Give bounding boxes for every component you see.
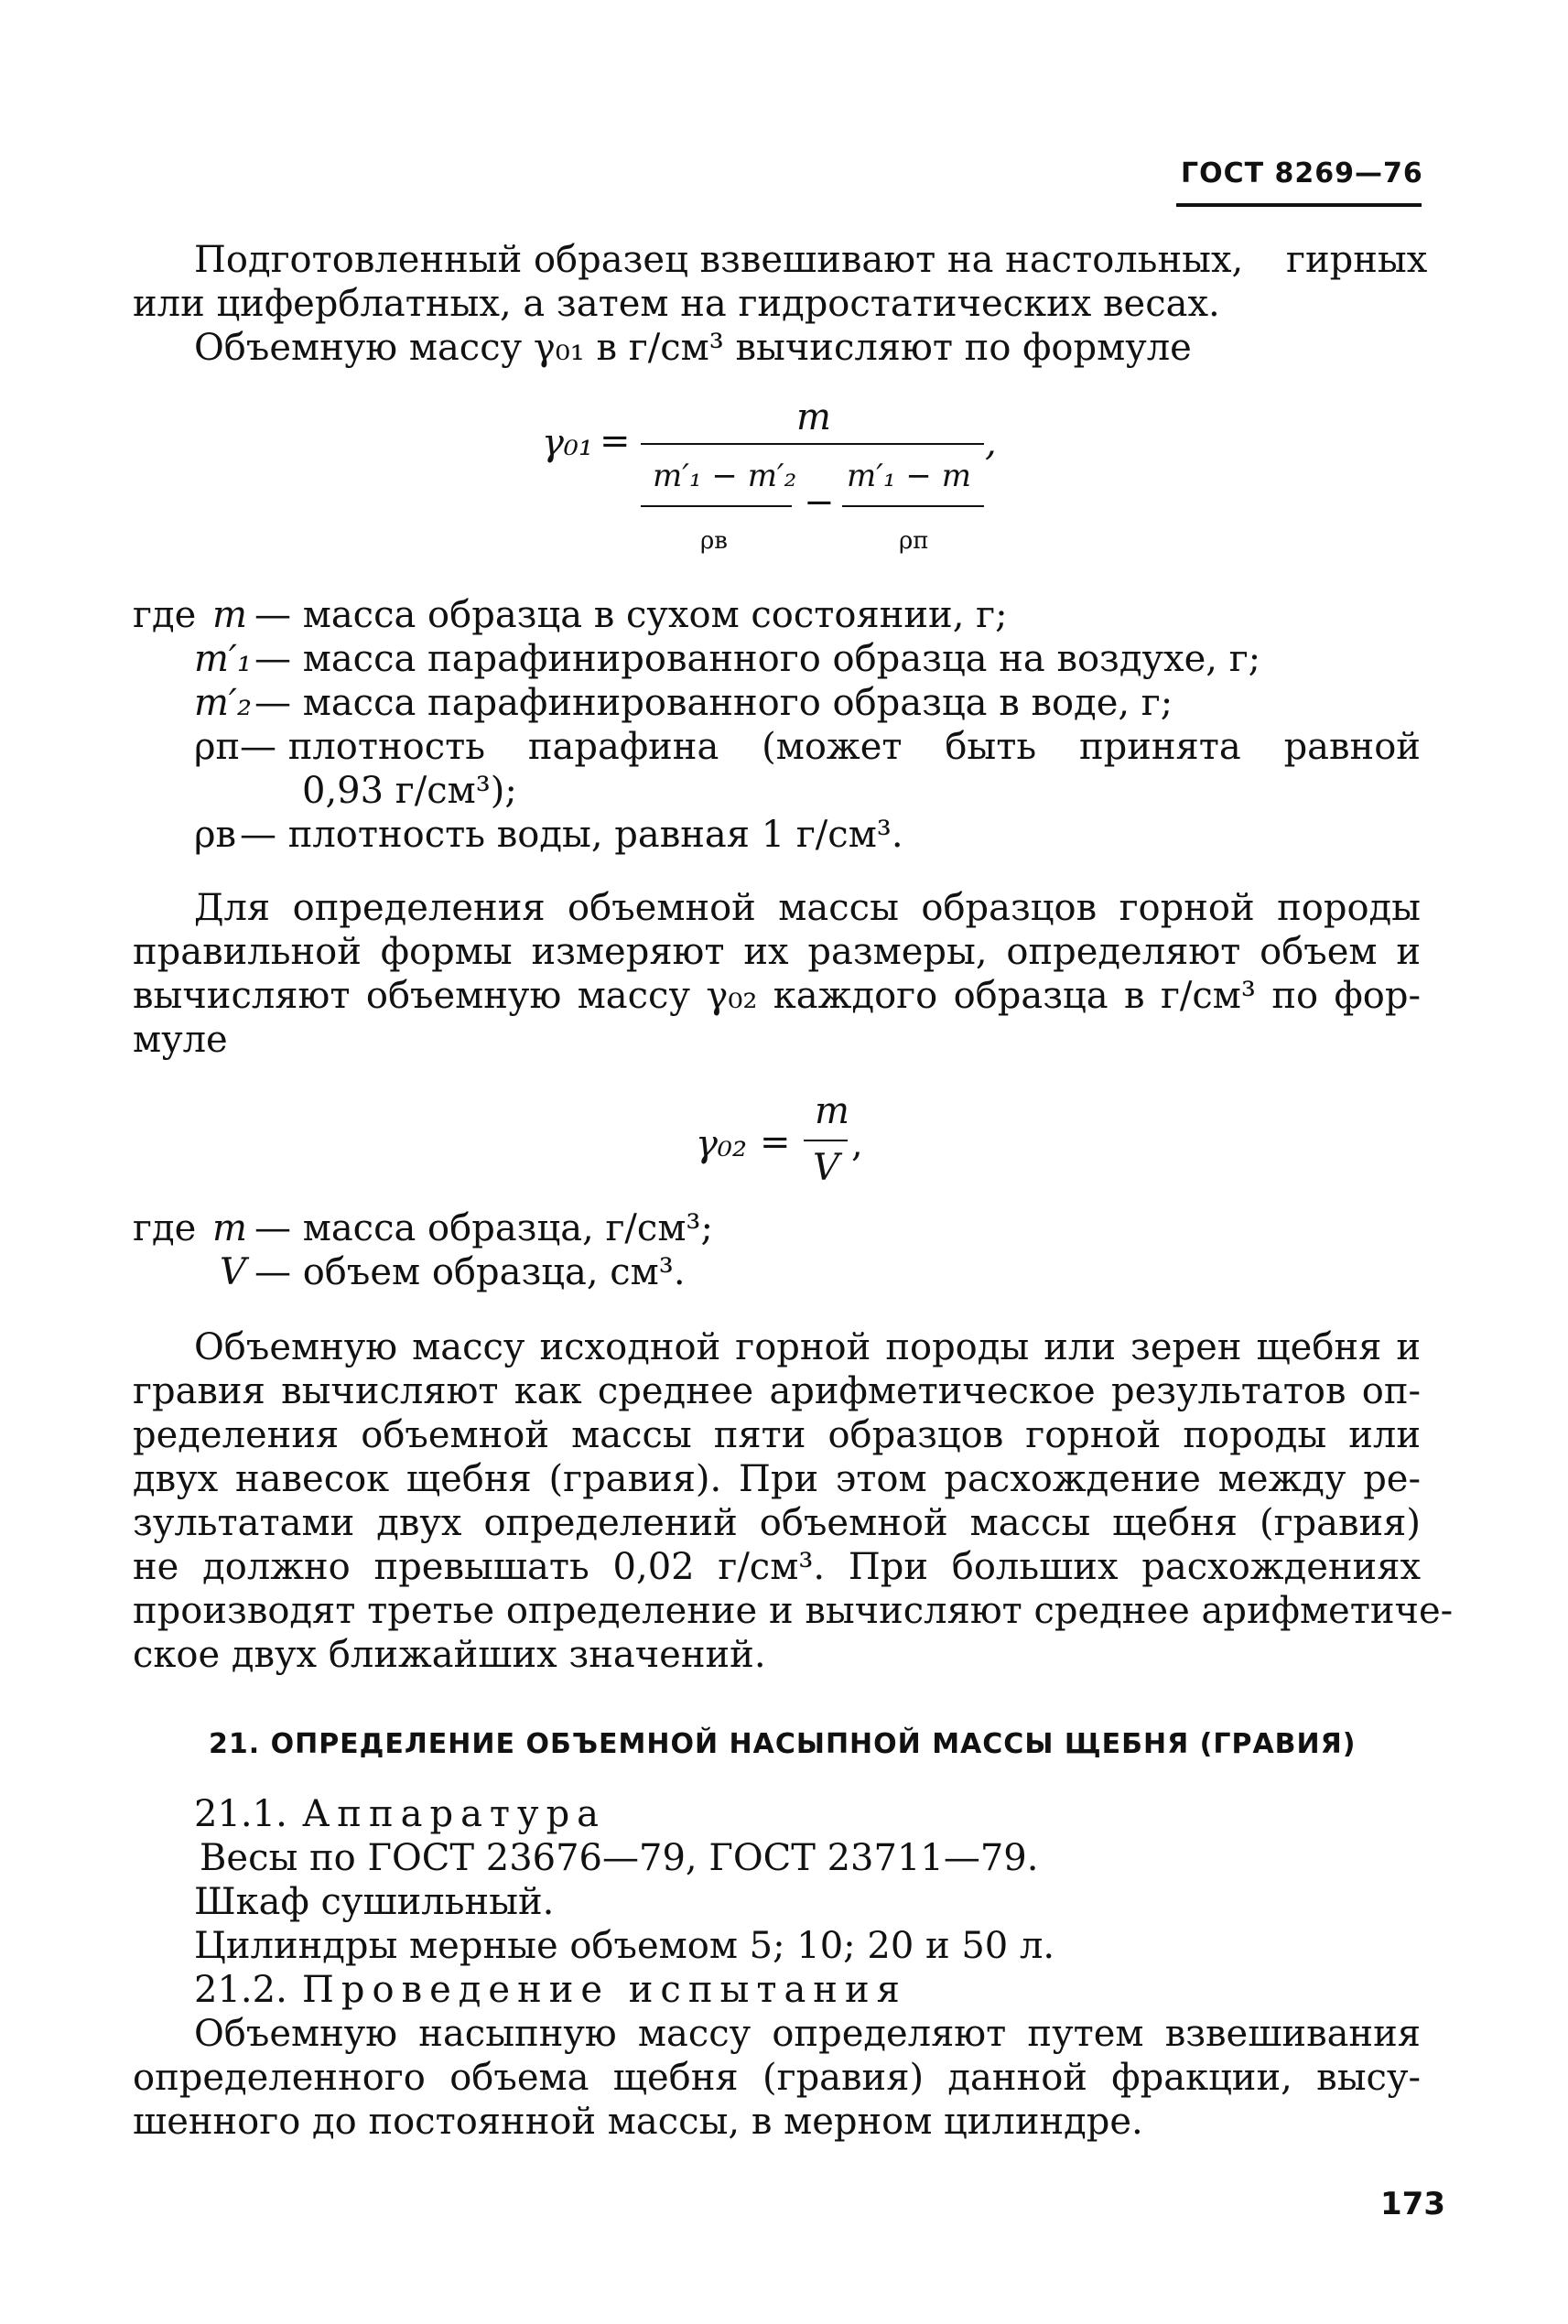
para1-line2: или циферблатных, а затем на гидростатических весах. (133, 283, 1220, 325)
legend1-word: — плотность (240, 726, 486, 768)
subsection-number: 21.1. (194, 1793, 287, 1835)
section-text-line: определенного объема щебня (гравия) данной фракции, высу- (133, 2057, 1421, 2099)
formula1-den-left-bar (641, 505, 792, 507)
para3-line-last: ское двух ближайших значений. (133, 1634, 766, 1676)
para3-line: Объемную массу исходной горной породы или зерен щебня и (194, 1326, 1421, 1368)
legend1-text: — масса парафинированного образца в воде, г; (254, 682, 1173, 724)
formula1-den-left-bottom: ρв (700, 527, 728, 555)
legend1-sym: m (212, 594, 247, 636)
para3-line: двух навесок щебня (гравия). При этом расхождение между ре- (133, 1458, 1421, 1500)
formula2-trail: , (851, 1123, 863, 1165)
para3-line: зультатами двух определений объемной массы щебня (гравия) (133, 1502, 1421, 1544)
page-number: 173 (1380, 2186, 1445, 2222)
legend1-word: равной (1283, 726, 1421, 768)
para2-line4: муле (133, 1019, 228, 1061)
para2-line2: правильной формы измеряют их размеры, определяют объем и (133, 931, 1421, 973)
equipment-item: Весы по ГОСТ 23676—79, ГОСТ 23711—79. (200, 1837, 1039, 1879)
formula1-lhs: γ₀₁ (542, 422, 593, 464)
legend1-where: где (133, 594, 197, 636)
formula1-den-right-bar (842, 505, 984, 507)
formula1-den-right-top: m′₁ − m (847, 458, 971, 494)
subsection-title: Аппаратура (302, 1793, 607, 1835)
legend2-text: — масса образца, г/см³; (254, 1207, 713, 1249)
para3-line: не должно превышать 0,02 г/см³. При больших расхождениях (133, 1546, 1421, 1588)
para1-line1-right: гирных (1286, 239, 1428, 281)
para2-line1: Для определения объемной массы образцов горной породы (194, 887, 1421, 929)
legend1-word: парафина (527, 726, 719, 768)
formula2-eq: = (760, 1121, 791, 1163)
legend2-text: — объем образца, см³. (254, 1251, 686, 1293)
para1-line3: Объемную массу γ₀₁ в г/см³ вычисляют по формуле (194, 327, 1192, 369)
section-text-line-last: шенного до постоянной массы, в мерном цилиндре. (133, 2101, 1143, 2143)
formula2-num: m (815, 1090, 849, 1132)
legend1-text: — плотность воды, равная 1 г/см³. (240, 814, 903, 856)
formula1-den-minus: − (804, 481, 835, 524)
legend1-text: — масса парафинированного образца на воздухе, г; (254, 638, 1261, 680)
header-rule (1176, 203, 1422, 207)
legend1-word: быть (945, 726, 1037, 768)
legend1-word: принята (1078, 726, 1241, 768)
legend2-sym: m (212, 1207, 247, 1249)
legend1-text: — масса образца в сухом состоянии, г; (254, 594, 1008, 636)
para3-line: гравия вычисляют как среднее арифметическое результатов оп- (133, 1370, 1421, 1412)
formula2-lhs: γ₀₂ (696, 1123, 747, 1165)
standard-code: ГОСТ 8269—76 (1181, 157, 1423, 189)
formula1-main-bar (641, 443, 984, 445)
legend1-sym: ρп (194, 726, 241, 768)
section-heading: 21. ОПРЕДЕЛЕНИЕ ОБЪЕМНОЙ НАСЫПНОЙ МАССЫ ЩЕБНЯ (ГРАВИЯ) (209, 1728, 1357, 1760)
para3-line: ределения объемной массы пяти образцов горной породы или (133, 1414, 1421, 1456)
legend1-text-justified (240, 725, 1421, 769)
para3-line: производят третье определение и вычисляют среднее арифметиче- (133, 1590, 1454, 1632)
legend2-sym: V (220, 1251, 246, 1293)
equipment-item: Шкаф сушильный. (194, 1881, 555, 1923)
legend1-text-cont: 0,93 г/см³); (302, 770, 517, 812)
formula1-eq: = (600, 420, 631, 462)
formula1-trail: , (985, 422, 997, 464)
subsection-number: 21.2. (194, 1969, 287, 2011)
formula2-bar (804, 1140, 848, 1141)
subsection-title: Проведение испытания (302, 1969, 907, 2011)
formula1-numerator: m (796, 396, 831, 438)
formula1-den-right-bottom: ρп (899, 527, 929, 555)
legend1-word: (может (762, 726, 903, 768)
legend1-sym: m′₁ (194, 638, 253, 680)
formula2-den: V (813, 1147, 839, 1189)
legend2-where: где (133, 1207, 197, 1249)
formula1-den-left-top: m′₁ − m′₂ (653, 458, 797, 494)
equipment-item: Цилиндры мерные объемом 5; 10; 20 и 50 л. (194, 1925, 1055, 1967)
legend1-sym: m′₂ (194, 682, 253, 724)
legend1-sym: ρв (194, 814, 237, 856)
section-text-line: Объемную насыпную массу определяют путем взвешивания (194, 2013, 1421, 2055)
para1-line1-left: Подготовленный образец взвешивают на настольных, (194, 239, 1244, 281)
para2-line3: вычисляют объемную массу γ₀₂ каждого образца в г/см³ по фор- (133, 975, 1421, 1017)
